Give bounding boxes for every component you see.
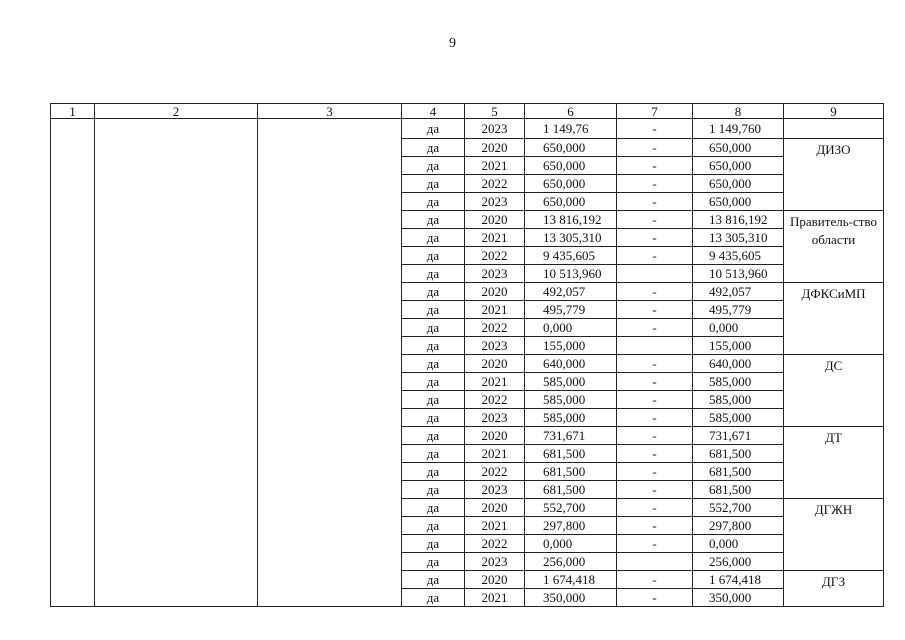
year-cell: 2023 <box>465 409 525 427</box>
amount-cell: 650,000 <box>525 175 617 193</box>
executor-cell: Правитель-ство области <box>784 211 884 283</box>
total-cell: 492,057 <box>693 283 784 301</box>
executor-cell: ДИЗО <box>784 139 884 211</box>
amount-cell: 640,000 <box>525 355 617 373</box>
dash-cell <box>617 553 693 571</box>
executor-cell <box>784 119 884 139</box>
total-cell: 650,000 <box>693 157 784 175</box>
dash-cell: - <box>617 517 693 535</box>
year-cell: 2022 <box>465 319 525 337</box>
amount-cell: 1 149,76 <box>525 119 617 139</box>
year-cell: 2020 <box>465 283 525 301</box>
amount-cell: 650,000 <box>525 157 617 175</box>
header-cell: 5 <box>465 104 525 119</box>
amount-cell: 13 816,192 <box>525 211 617 229</box>
year-cell: 2023 <box>465 481 525 499</box>
dash-cell: - <box>617 319 693 337</box>
dash-cell: - <box>617 157 693 175</box>
total-cell: 1 674,418 <box>693 571 784 589</box>
header-cell: 8 <box>693 104 784 119</box>
flag-cell: да <box>402 337 465 355</box>
dash-cell: - <box>617 589 693 607</box>
col1-merged-cell <box>51 119 95 607</box>
flag-cell: да <box>402 391 465 409</box>
amount-cell: 1 674,418 <box>525 571 617 589</box>
year-cell: 2023 <box>465 119 525 139</box>
header-cell: 2 <box>95 104 258 119</box>
amount-cell: 585,000 <box>525 373 617 391</box>
amount-cell: 155,000 <box>525 337 617 355</box>
flag-cell: да <box>402 211 465 229</box>
page-number: 9 <box>449 36 456 51</box>
flag-cell: да <box>402 589 465 607</box>
flag-cell: да <box>402 175 465 193</box>
total-cell: 297,800 <box>693 517 784 535</box>
year-cell: 2023 <box>465 553 525 571</box>
executor-cell: ДФКСиМП <box>784 283 884 355</box>
flag-cell: да <box>402 427 465 445</box>
flag-cell: да <box>402 157 465 175</box>
flag-cell: да <box>402 517 465 535</box>
amount-cell: 9 435,605 <box>525 247 617 265</box>
dash-cell: - <box>617 301 693 319</box>
amount-cell: 350,000 <box>525 589 617 607</box>
total-cell: 495,779 <box>693 301 784 319</box>
dash-cell: - <box>617 119 693 139</box>
total-cell: 155,000 <box>693 337 784 355</box>
header-cell: 6 <box>525 104 617 119</box>
header-cell: 9 <box>784 104 884 119</box>
dash-cell: - <box>617 193 693 211</box>
total-cell: 1 149,760 <box>693 119 784 139</box>
year-cell: 2023 <box>465 193 525 211</box>
year-cell: 2021 <box>465 157 525 175</box>
amount-cell: 256,000 <box>525 553 617 571</box>
table-body <box>51 104 884 607</box>
dash-cell <box>617 337 693 355</box>
total-cell: 256,000 <box>693 553 784 571</box>
year-cell: 2021 <box>465 229 525 247</box>
flag-cell: да <box>402 301 465 319</box>
flag-cell: да <box>402 283 465 301</box>
year-cell: 2023 <box>465 265 525 283</box>
dash-cell: - <box>617 211 693 229</box>
year-cell: 2022 <box>465 247 525 265</box>
total-cell: 681,500 <box>693 463 784 481</box>
total-cell: 0,000 <box>693 319 784 337</box>
col3-merged-cell <box>258 119 402 607</box>
flag-cell: да <box>402 499 465 517</box>
total-cell: 585,000 <box>693 373 784 391</box>
header-cell: 4 <box>402 104 465 119</box>
flag-cell: да <box>402 535 465 553</box>
dash-cell: - <box>617 283 693 301</box>
year-cell: 2021 <box>465 445 525 463</box>
flag-cell: да <box>402 139 465 157</box>
flag-cell: да <box>402 409 465 427</box>
dash-cell: - <box>617 463 693 481</box>
dash-cell: - <box>617 499 693 517</box>
amount-cell: 13 305,310 <box>525 229 617 247</box>
header-row <box>51 104 884 119</box>
year-cell: 2021 <box>465 589 525 607</box>
flag-cell: да <box>402 445 465 463</box>
amount-cell: 650,000 <box>525 193 617 211</box>
dash-cell: - <box>617 445 693 463</box>
col2-merged-cell <box>95 119 258 607</box>
dash-cell: - <box>617 571 693 589</box>
flag-cell: да <box>402 463 465 481</box>
total-cell: 650,000 <box>693 193 784 211</box>
amount-cell: 495,779 <box>525 301 617 319</box>
flag-cell: да <box>402 553 465 571</box>
total-cell: 9 435,605 <box>693 247 784 265</box>
flag-cell: да <box>402 373 465 391</box>
year-cell: 2020 <box>465 427 525 445</box>
amount-cell: 297,800 <box>525 517 617 535</box>
year-cell: 2020 <box>465 211 525 229</box>
dash-cell: - <box>617 355 693 373</box>
dash-cell: - <box>617 427 693 445</box>
total-cell: 10 513,960 <box>693 265 784 283</box>
executor-cell: ДГЗ <box>784 571 884 607</box>
dash-cell: - <box>617 409 693 427</box>
table-row <box>51 119 884 139</box>
total-cell: 350,000 <box>693 589 784 607</box>
executor-cell: ДТ <box>784 427 884 499</box>
year-cell: 2020 <box>465 499 525 517</box>
header-cell: 1 <box>51 104 95 119</box>
amount-cell: 681,500 <box>525 463 617 481</box>
flag-cell: да <box>402 119 465 139</box>
year-cell: 2020 <box>465 571 525 589</box>
amount-cell: 492,057 <box>525 283 617 301</box>
dash-cell <box>617 265 693 283</box>
flag-cell: да <box>402 355 465 373</box>
total-cell: 0,000 <box>693 535 784 553</box>
amount-cell: 585,000 <box>525 409 617 427</box>
total-cell: 681,500 <box>693 481 784 499</box>
amount-cell: 731,671 <box>525 427 617 445</box>
amount-cell: 681,500 <box>525 445 617 463</box>
flag-cell: да <box>402 265 465 283</box>
total-cell: 731,671 <box>693 427 784 445</box>
amount-cell: 10 513,960 <box>525 265 617 283</box>
amount-cell: 681,500 <box>525 481 617 499</box>
year-cell: 2021 <box>465 301 525 319</box>
flag-cell: да <box>402 193 465 211</box>
amount-cell: 0,000 <box>525 319 617 337</box>
flag-cell: да <box>402 319 465 337</box>
flag-cell: да <box>402 229 465 247</box>
total-cell: 13 816,192 <box>693 211 784 229</box>
total-cell: 585,000 <box>693 409 784 427</box>
total-cell: 681,500 <box>693 445 784 463</box>
dash-cell: - <box>617 373 693 391</box>
amount-cell: 650,000 <box>525 139 617 157</box>
budget-table <box>50 103 884 607</box>
year-cell: 2022 <box>465 535 525 553</box>
total-cell: 640,000 <box>693 355 784 373</box>
total-cell: 650,000 <box>693 175 784 193</box>
flag-cell: да <box>402 571 465 589</box>
dash-cell: - <box>617 175 693 193</box>
year-cell: 2020 <box>465 355 525 373</box>
year-cell: 2022 <box>465 175 525 193</box>
header-cell: 3 <box>258 104 402 119</box>
flag-cell: да <box>402 247 465 265</box>
executor-cell: ДГЖН <box>784 499 884 571</box>
year-cell: 2020 <box>465 139 525 157</box>
dash-cell: - <box>617 229 693 247</box>
total-cell: 13 305,310 <box>693 229 784 247</box>
year-cell: 2021 <box>465 517 525 535</box>
total-cell: 552,700 <box>693 499 784 517</box>
year-cell: 2022 <box>465 391 525 409</box>
year-cell: 2021 <box>465 373 525 391</box>
dash-cell: - <box>617 247 693 265</box>
amount-cell: 585,000 <box>525 391 617 409</box>
total-cell: 585,000 <box>693 391 784 409</box>
total-cell: 650,000 <box>693 139 784 157</box>
flag-cell: да <box>402 481 465 499</box>
executor-cell: ДС <box>784 355 884 427</box>
dash-cell: - <box>617 535 693 553</box>
dash-cell: - <box>617 481 693 499</box>
dash-cell: - <box>617 139 693 157</box>
year-cell: 2022 <box>465 463 525 481</box>
dash-cell: - <box>617 391 693 409</box>
header-cell: 7 <box>617 104 693 119</box>
amount-cell: 0,000 <box>525 535 617 553</box>
year-cell: 2023 <box>465 337 525 355</box>
amount-cell: 552,700 <box>525 499 617 517</box>
